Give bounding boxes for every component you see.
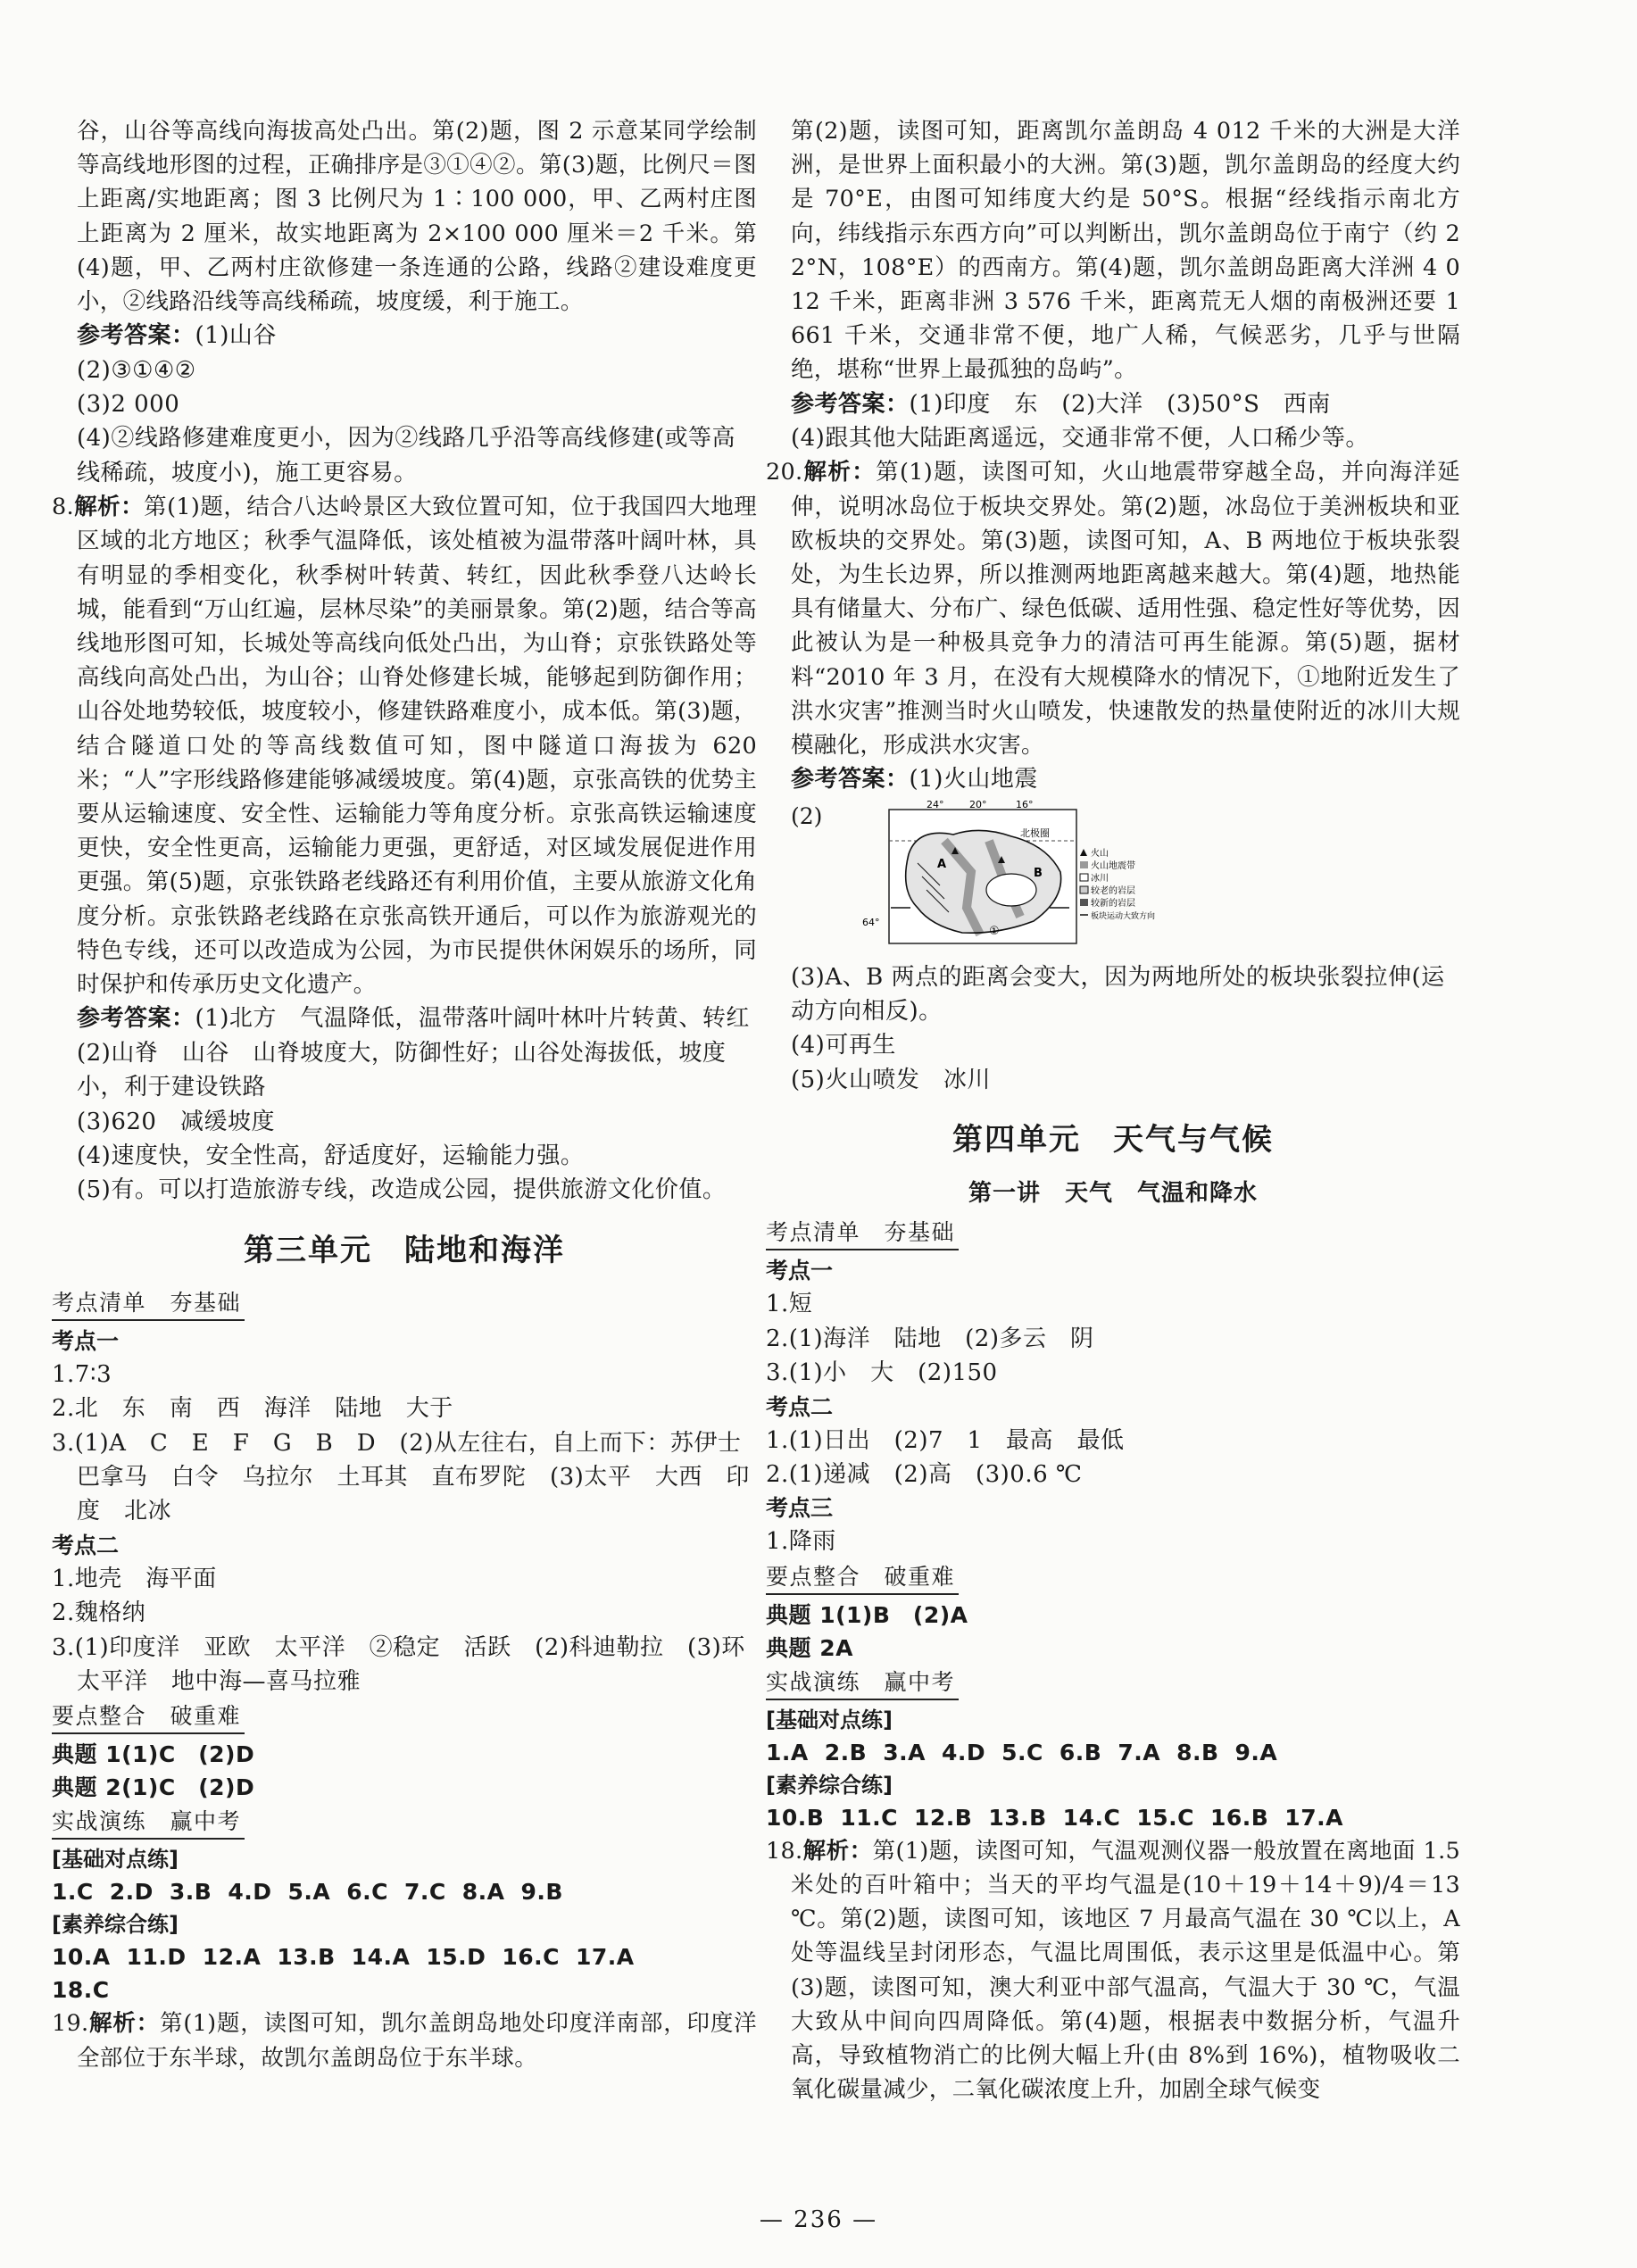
svg-text:较新的岩层: 较新的岩层 (1091, 898, 1135, 909)
iceland-map-block (766, 798, 1460, 957)
suyang-answers: 10.A 11.D 12.A 13.B 14.A 15.D 16.C 17.A (52, 1944, 635, 1971)
q18-analysis: 18.解析：第(1)题，读图可知，气温观测仪器一般放置在离地面 1.5 米处的百叶箱中；当天的平均气温是(10＋19＋14＋9)/4＝13 ℃。第(2)题，读图可知，该地区 7 月最高气温在 30 ℃以上，A 处等温线呈封闭形态，气温比周围低，表示这里是低温中心。第(3)题，读图可知，澳大利亚中部气温高，气温大于 30 ℃，气温大致从中间向四周降低。第(4)题，根据表中数据分析，气温升高，导致植物消亡的比例大幅上升(由 8%到 16%)，植物吸收二氧化碳量减少，二氧化碳浓度上升，加剧全球气候变 (766, 1837, 1461, 2104)
q18-answer: 18.C (52, 1977, 110, 2004)
svg-text:火山地震带: 火山地震带 (1091, 860, 1135, 871)
q8-answer-3: (3)620 减缓坡度 (77, 1108, 275, 1135)
lon-label-24: 24° (927, 798, 944, 810)
section-kaodian: 考点清单 夯基础 (52, 1287, 245, 1321)
section-yaodian: 要点整合 破重难 (52, 1700, 245, 1734)
jichu-answers: 1.A 2.B 3.A 4.D 5.C 6.B 7.A 8.B 9.A (766, 1739, 1278, 1765)
q19-analysis: 19.解析：第(1)题，读图可知，凯尔盖朗岛地处印度洋南部，印度洋全部位于东半球，故凯尔盖朗岛位于东半球。 (52, 2010, 757, 2072)
dianti-1: 典题 1(1)B (2)A (766, 1601, 968, 1628)
jichu-answers: 1.C 2.D 3.B 4.D 5.A 6.C 7.C 8.A 9.B (52, 1879, 563, 1906)
map-legend (1080, 847, 1155, 921)
left-column (52, 114, 765, 2075)
section-shizhan: 实战演练 赢中考 (52, 1806, 245, 1840)
q7-analysis-continued: 谷，山谷等高线向海拔高处凸出。第(2)题，图 2 示意某同学绘制等高线地形图的过程，正确排序是③①④②。第(3)题，比例尺＝图上距离/实地距离；图 3 比例尺为 1∶100 000，甲、乙两村庄图上距离为 2 厘米，故实地距离为 2×100 000 厘米＝2 千米。第(4)题，甲、乙两村庄欲修建一条连通的公路，线路②建设难度更小，②线路沿线等高线稀疏，坡度缓，利于施工。 (77, 118, 757, 316)
q19-analysis-continued: 第(2)题，读图可知，距离凯尔盖朗岛 4 012 千米的大洲是大洋洲，是世界上面积最小的大洲。第(3)题，凯尔盖朗岛的经度大约是 70°E，由图可知纬度大约是 50°S。根据“经线指示南北方向，纬线指示东西方向”可以判断出，凯尔盖朗岛位于南宁（约 22°N，108°E）的西南方。第(4)题，凯尔盖朗岛距离大洋洲 4 012 千米，距离非洲 3 576 千米，距离荒无人烟的南极洲还要 1 661 千米，交通非常不便，地广人稀，气候恶劣，几乎与世隔绝，堪称“世界上最孤独的岛屿”。 (791, 118, 1460, 384)
suyang-label: [素养综合练] (766, 1772, 893, 1798)
unit3-title: 第三单元 陆地和海洋 (244, 1232, 565, 1268)
q20-answer: 参考答案：(1)火山地震 (791, 766, 1038, 793)
diantí-2: 典题 2(1)C (2)D (52, 1774, 255, 1801)
q20-answer-5: (5)火山喷发 冰川 (791, 1066, 991, 1093)
q7-answer: 参考答案：(1)山谷 (77, 322, 277, 350)
q19-answer: 参考答案：(1)印度 东 (2)大洋 (3)50°S 西南 (791, 390, 1331, 418)
q20-answer-3: (3)A、B 两点的距离会变大，因为两地所处的板块张裂拉伸(运动方向相反)。 (791, 963, 1445, 1026)
q7-answer-3: (3)2 000 (77, 391, 180, 419)
q8-answer-4: (4)速度快，安全性高，舒适度好，运输能力强。 (77, 1142, 585, 1169)
point-1: ① (989, 924, 1000, 938)
kd1-item-2: 2.(1)海洋 陆地 (2)多云 阴 (766, 1325, 1094, 1352)
lon-label-16: 16° (1016, 798, 1034, 810)
kaodian-2: 考点二 (52, 1532, 120, 1558)
jichu-label: [基础对点练] (52, 1847, 179, 1873)
page-number: — 236 — (759, 2206, 878, 2233)
kd3-item-1: 1.降雨 (766, 1528, 836, 1556)
glacier (986, 874, 1036, 906)
kd1-item-1: 1.7∶3 (52, 1360, 112, 1388)
section-yaodian: 要点整合 破重难 (766, 1561, 959, 1595)
kaodian-1: 考点一 (52, 1327, 120, 1354)
kd1-item-3: 3.(1)小 大 (2)150 (766, 1359, 998, 1387)
kaodian-1: 考点一 (766, 1258, 834, 1284)
iceland-map (855, 798, 1156, 957)
svg-text:火山: 火山 (1091, 848, 1109, 859)
suyang-label: [素养综合练] (52, 1912, 179, 1938)
section-shizhan: 实战演练 赢中考 (766, 1666, 959, 1700)
jichu-label: [基础对点练] (766, 1707, 893, 1732)
arctic-circle-label: 北极圈 (1020, 827, 1050, 839)
q8-answer: 参考答案：(1)北方 气温降低，温带落叶阔叶林叶片转黄、转红 (77, 1005, 750, 1033)
map-answer-label: (2) (791, 802, 823, 829)
section-kaodian: 考点清单 夯基础 (766, 1217, 959, 1250)
q19-answer-2: (4)跟其他大陆距离遥远，交通非常不便，人口稀少等。 (791, 425, 1369, 453)
q8-answer-2: (2)山脊 山谷 山脊坡度大，防御性好；山谷处海拔低，坡度小，利于建设铁路 (77, 1039, 727, 1101)
kd1-item-1: 1.短 (766, 1291, 813, 1318)
lecture1-title: 第一讲 天气 气温和降水 (968, 1180, 1258, 1208)
dianti-2: 典题 2A (766, 1634, 853, 1661)
kd2-item-2: 2.魏格纳 (52, 1599, 146, 1627)
q20-analysis: 20.解析：第(1)题，读图可知，火山地震带穿越全岛，并向海洋延伸，说明冰岛位于板块交界处。第(2)题，冰岛位于美洲板块和亚欧板块的交界处。第(3)题，读图可知，A、B 两地位于板块张裂处，为生长边界，所以推测两地距离越来越大。第(4)题，地热能具有储量大、分布广、绿色低碳、适用性强、稳定性好等优势，因此被认为是一种极具竞争力的清洁可再生能源。第(5)题，据材料“2010 年 3 月，在没有大规模降水的情况下，①地附近发生了洪水灾害”推测当时火山喷发，快速散发的热量使附近的冰川大规模融化，形成洪水灾害。 (766, 459, 1460, 760)
svg-text:较老的岩层: 较老的岩层 (1091, 885, 1135, 896)
answer-label: 参考答案： (77, 322, 195, 350)
svg-text:板块运动大致方向: 板块运动大致方向 (1091, 911, 1156, 921)
suyang-answers: 10.B 11.C 12.B 13.B 14.C 15.C 16.B 17.A (766, 1804, 1343, 1831)
q8-analysis: 8.解析：第(1)题，结合八达岭景区大致位置可知，位于我国四大地理区域的北方地区；秋季气温降低，该处植被为温带落叶阔叶林，具有明显的季相变化，秋季树叶转黄、转红，因此秋季登八达岭长城，能看到“万山红遍，层林尽染”的美丽景象。第(2)题，结合等高线地形图可知，长城处等高线向低处凸出，为山脊；京张铁路处等高线向高处凸出，为山谷；山脊处修建长城，能够起到防御作用；山谷处地势较低，坡度较小，修建铁路难度小，成本低。第(3)题，结合隧道口处的等高线数值可知，图中隧道口海拔为 620 米；“人”字形线路修建能够减缓坡度。第(4)题，京张高铁的优势主要从运输速度、安全性、运输能力等角度分析。京张高铁运输速度更快，安全性更高，运输能力更强，更舒适，对区域发展促进作用更强。第(5)题，京张铁路老线路还有利用价值，主要从旅游文化角度分析。京张铁路老线路在京张高铁开通后，可以作为旅游观光的特色专线，还可以改造成为公园，为市民提供休闲娱乐的场所，同时保护和传承历史文化遗产。 (52, 494, 757, 999)
point-a: A (937, 857, 947, 871)
kd2-item-3: 3.(1)印度洋 亚欧 太平洋 ②稳定 活跃 (2)科迪勒拉 (3)环太平洋 地中海—喜马拉雅 (52, 1633, 745, 1695)
svg-text:冰川: 冰川 (1091, 873, 1109, 884)
lon-label-20: 20° (969, 798, 987, 810)
q20-answer-4: (4)可再生 (791, 1032, 896, 1059)
kd1-item-3: 3.(1)A C E F G B D (2)从左往右，自上而下：苏伊士 巴拿马 白令 乌拉尔 土耳其 直布罗陀 (3)太平 大西 印度 北冰 (52, 1429, 765, 1525)
kd1-item-2: 2.北 东 南 西 海洋 陆地 大于 (52, 1395, 453, 1423)
point-b: B (1034, 866, 1043, 880)
kaodian-2: 考点二 (766, 1393, 834, 1420)
kd2-item-1: 1.(1)日出 (2)7 1 最高 最低 (766, 1426, 1125, 1454)
lat-label-64: 64° (862, 916, 880, 928)
unit4-title: 第四单元 天气与气候 (952, 1122, 1274, 1159)
diantí-1: 典题 1(1)C (2)D (52, 1741, 255, 1768)
right-column (766, 114, 1460, 2106)
kd2-item-2: 2.(1)递减 (2)高 (3)0.6 ℃ (766, 1460, 1083, 1488)
kaodian-3: 考点三 (766, 1495, 834, 1522)
q8-answer-5: (5)有。可以打造旅游专线，改造成公园，提供旅游文化价值。 (77, 1176, 727, 1204)
kd2-item-1: 1.地壳 海平面 (52, 1565, 217, 1592)
q7-answer-4: (4)②线路修建难度更小，因为②线路几乎沿等高线修建(或等高线稀疏，坡度小)，施工更容易。 (77, 425, 735, 486)
q7-answer-2: (2)③①④② (77, 356, 196, 384)
